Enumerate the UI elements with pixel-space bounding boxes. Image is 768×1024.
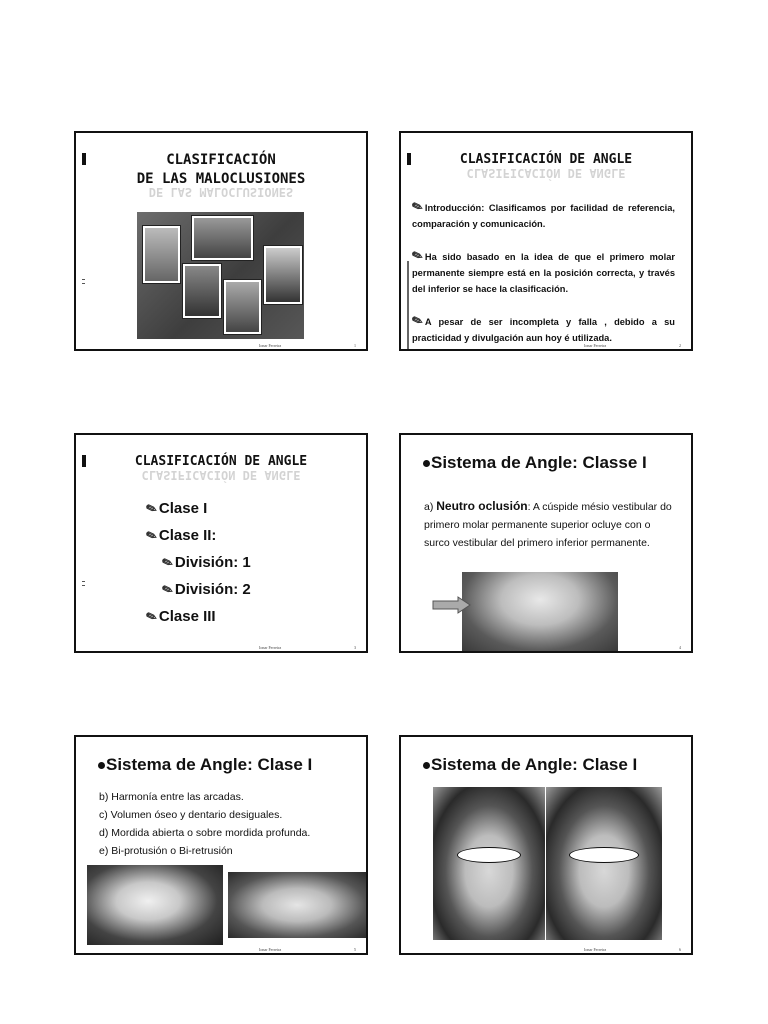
slide-2 xyxy=(399,131,693,351)
list-item: ✎División: 1 xyxy=(146,549,251,576)
footer-author: Ionar Ferreira xyxy=(584,947,607,952)
face-photo xyxy=(433,787,545,940)
title-reflection: DE LAS MALOCLUSIONES xyxy=(148,185,294,199)
slide-5 xyxy=(74,735,368,955)
title-line-1: CLASIFICACIÓN xyxy=(166,152,276,168)
slide-body xyxy=(424,497,673,552)
paragraph: ✎Ha sido basado en la idea de que el primero molar permanente siempre está en la posición correcta, y través del inferior se hace la clasificación. xyxy=(409,246,675,294)
footer-author: Ionar Ferreira xyxy=(584,343,607,348)
margin-tick xyxy=(82,581,85,582)
slide-body xyxy=(99,788,310,860)
definition: : A cúspide mésio vestibular do primero molar permanente superior ocluye con o surco vestibular del primero inferior permanente. xyxy=(424,501,672,549)
margin-tick xyxy=(82,279,85,280)
portrait-photo xyxy=(224,280,261,334)
pen-icon: ✎ xyxy=(143,499,160,518)
slide-number: 1 xyxy=(354,343,356,348)
collage-image xyxy=(137,212,304,339)
teeth-photo xyxy=(462,572,618,651)
slide-number: 4 xyxy=(679,645,681,650)
title-text: CLASIFICACIÓN DE ANGLE xyxy=(134,454,308,469)
slide-6 xyxy=(399,735,693,955)
list-item: b) Harmonía entre las arcadas. xyxy=(99,791,244,803)
paragraph: ✎A pesar de ser incompleta y falla , debido a su practicidad y divulgación aun hoy é utilizada. xyxy=(409,311,675,343)
list-item: ✎División: 2 xyxy=(146,576,251,603)
list-item: d) Mordida abierta o sobre mordida profunda. xyxy=(99,827,311,839)
slide-number: 5 xyxy=(354,947,356,952)
portrait-photo xyxy=(264,246,302,304)
title-line-2: DE LAS MALOCLUSIONES xyxy=(136,171,306,187)
pen-icon: ✎ xyxy=(159,580,176,599)
slide-title: Sistema de Angle: Clase I xyxy=(98,755,312,775)
title-text: CLASIFICACIÓN DE ANGLE xyxy=(459,152,633,167)
slide-body xyxy=(409,197,675,346)
slide-3 xyxy=(74,433,368,653)
portrait-photo xyxy=(143,226,180,283)
pen-icon: ✎ xyxy=(159,553,176,572)
item-prefix: a) xyxy=(424,501,434,513)
arrow-icon xyxy=(432,596,472,614)
face-photo xyxy=(546,787,662,940)
dot-icon xyxy=(423,460,430,467)
footer-author: Ionar Ferreira xyxy=(259,645,282,650)
slide-title: Sistema de Angle: Clase I xyxy=(423,755,637,775)
list-item: ✎Clase II: xyxy=(146,522,251,549)
dot-icon xyxy=(98,762,105,769)
slide-number: 3 xyxy=(354,645,356,650)
title-reflection: CLASIFICACIÓN DE ANGLE xyxy=(466,166,626,180)
pen-icon: ✎ xyxy=(409,197,425,216)
eye-mask xyxy=(457,847,521,863)
paragraph: ✎Introducción: Clasificamos por facilidad de referencia, comparación y comunicación. xyxy=(409,197,675,229)
term: Neutro oclusión xyxy=(436,499,528,513)
classification-list xyxy=(143,495,251,630)
footer-author: Ionar Ferreira xyxy=(259,343,282,348)
margin-tick xyxy=(82,585,85,586)
list-item: ✎Clase III xyxy=(146,603,251,630)
slide-title xyxy=(76,451,366,482)
slide-title xyxy=(401,149,691,180)
pen-icon: ✎ xyxy=(409,246,425,265)
pen-icon: ✎ xyxy=(409,311,425,330)
footer-author: Ionar Ferreira xyxy=(259,947,282,952)
slide-number: 6 xyxy=(679,947,681,952)
slide-title: Sistema de Angle: Classe I xyxy=(423,453,647,473)
portrait-photo xyxy=(183,264,221,318)
pen-icon: ✎ xyxy=(143,526,160,545)
margin-tick xyxy=(82,283,85,284)
teeth-photo xyxy=(228,872,366,938)
slide-4 xyxy=(399,433,693,653)
pen-icon: ✎ xyxy=(143,607,160,626)
list-item: ✎Clase I xyxy=(146,495,251,522)
slide-number: 2 xyxy=(679,343,681,348)
portrait-photo xyxy=(192,216,253,260)
margin-rule xyxy=(407,261,409,349)
title-reflection: CLASIFICACIÓN DE ANGLE xyxy=(141,468,301,482)
list-item: e) Bi-protusión o Bi-retrusión xyxy=(99,845,233,857)
slide-title xyxy=(76,149,366,199)
list-item: c) Volumen óseo y dentario desiguales. xyxy=(99,809,283,821)
dot-icon xyxy=(423,762,430,769)
slide-1 xyxy=(74,131,368,351)
eye-mask xyxy=(569,847,639,863)
teeth-photo xyxy=(87,865,223,945)
